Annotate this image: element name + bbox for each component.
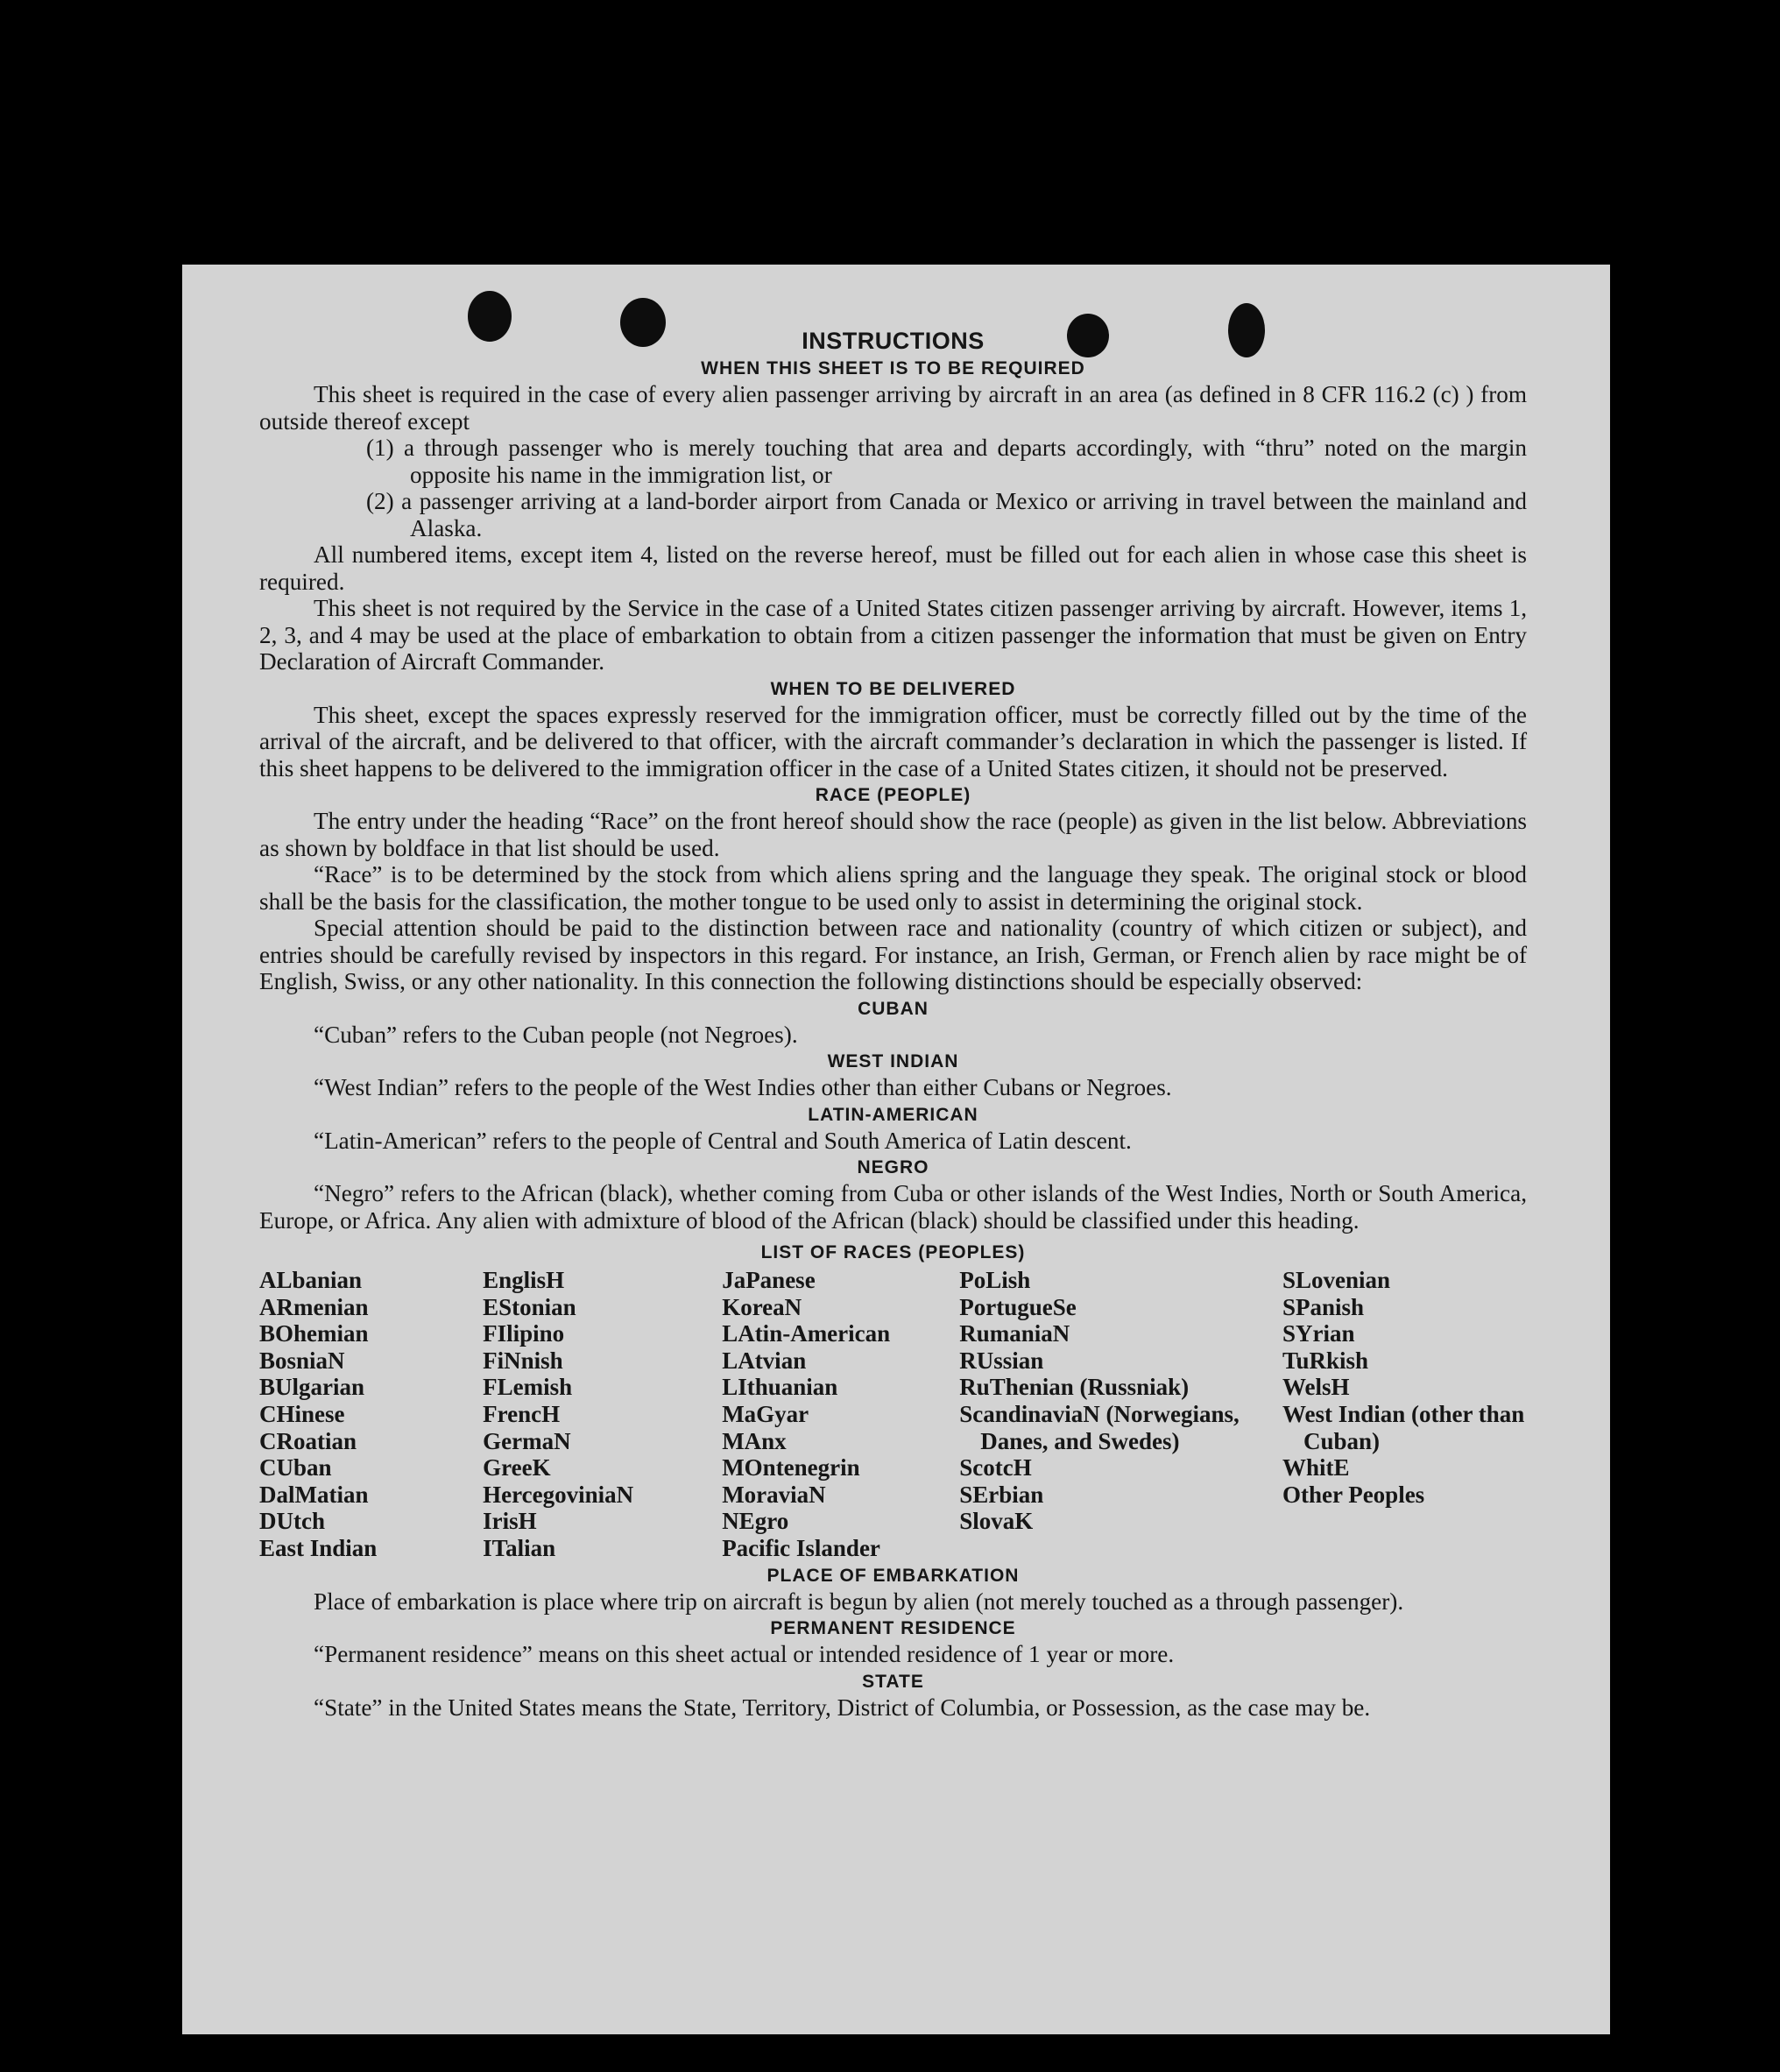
race-item: FrencH xyxy=(483,1400,561,1427)
race-item: WelsH xyxy=(1282,1374,1350,1401)
race-item: EStonian xyxy=(483,1293,576,1320)
heading-race: RACE (PEOPLE) xyxy=(815,785,971,805)
paragraph: “Permanent residence” means on this sheet actual or intended residence of 1 year or more. xyxy=(314,1641,1175,1668)
race-item: East Indian xyxy=(259,1534,378,1561)
race-column-4 xyxy=(959,1267,1282,1562)
race-item: SPanish xyxy=(1282,1293,1365,1320)
paragraph: All numbered items, except item 4, listed on the reverse hereof, must be filled out for each alien in whose case this sheet is required. xyxy=(259,541,1527,595)
race-item: MaGyar xyxy=(722,1400,809,1427)
race-item: CRoatian xyxy=(259,1427,357,1454)
race-item: ALbanian xyxy=(259,1267,363,1293)
race-item: MAnx xyxy=(722,1427,787,1454)
race-item: FLemish xyxy=(483,1374,573,1401)
punch-hole-icon xyxy=(1228,303,1265,357)
document-page xyxy=(182,265,1610,2034)
race-item: GreeK xyxy=(483,1454,551,1482)
paragraph: “Negro” refers to the African (black), whether coming from Cuba or other islands of the West Indies, North or South America, Europe, or Africa. Any alien with admixture of blood of the African (black) should be classified under this heading. xyxy=(259,1180,1527,1234)
race-item: LIthuanian xyxy=(722,1374,838,1401)
race-item: ARmenian xyxy=(259,1293,369,1320)
race-item: FIlipino xyxy=(483,1320,565,1347)
paragraph: This sheet, except the spaces expressly reserved for the immigration officer, must be correctly filled out by the time of the arrival of the aircraft, and be delivered to that officer, with the aircraft commander’s declaration in which the passenger is listed. If this sheet happens to be delivered to the immigration officer in the case of a United States citizen, it should not be preserved. xyxy=(259,701,1527,781)
heading-west-indian: WEST INDIAN xyxy=(827,1051,959,1071)
race-column-2 xyxy=(483,1267,722,1562)
race-item: ScotcH xyxy=(959,1454,1032,1482)
punch-hole-icon xyxy=(620,298,666,347)
race-item: DUtch xyxy=(259,1508,325,1535)
race-item: GermaN xyxy=(483,1427,571,1454)
race-item: IrisH xyxy=(483,1508,537,1535)
list-item: (1) a through passenger who is merely touching that area and departs accordingly, with “thru” noted on the margin opposite his name in the immigration list, or xyxy=(366,435,1527,488)
paragraph: This sheet is required in the case of every alien passenger arriving by aircraft in an area (as defined in 8 CFR 116.2 (c) ) from outside thereof except xyxy=(259,381,1527,435)
race-column-3 xyxy=(722,1267,959,1562)
race-item: RumaniaN xyxy=(959,1320,1070,1347)
page-title: INSTRUCTIONS xyxy=(802,328,985,354)
race-item: LAtvian xyxy=(722,1347,807,1374)
race-list xyxy=(259,1267,1527,1562)
race-item: PortugueSe xyxy=(959,1293,1077,1320)
paragraph: “Race” is to be determined by the stock from which aliens spring and the language they speak. The original stock or blood shall be the basis for the classification, the mother tongue to be used only to assist in determining the original stock. xyxy=(259,861,1527,915)
race-item: DalMatian xyxy=(259,1481,369,1508)
paragraph: “Cuban” refers to the Cuban people (not Negroes). xyxy=(314,1021,798,1048)
race-item: SLovenian xyxy=(1282,1267,1391,1293)
heading-when-required: WHEN THIS SHEET IS TO BE REQUIRED xyxy=(701,358,1085,378)
paragraph: Place of embarkation is place where trip on aircraft is begun by alien (not merely touched as a through passenger). xyxy=(314,1588,1404,1615)
race-item: West Indian (other than Cuban) xyxy=(1282,1400,1525,1454)
race-item: HercegoviniaN xyxy=(483,1481,634,1508)
race-item: LAtin-American xyxy=(722,1320,891,1347)
heading-permanent-residence: PERMANENT RESIDENCE xyxy=(770,1618,1016,1639)
race-item: EnglisH xyxy=(483,1267,565,1293)
race-item: SErbian xyxy=(959,1481,1044,1508)
race-item: BUlgarian xyxy=(259,1374,365,1401)
race-item: RUssian xyxy=(959,1347,1044,1374)
heading-place-of-embarkation: PLACE OF EMBARKATION xyxy=(766,1565,1020,1586)
race-item: ScandinaviaN (Norwegians, Danes, and Swedes) xyxy=(959,1400,1240,1454)
paragraph: “State” in the United States means the State, Territory, District of Columbia, or Possession, as the case may be. xyxy=(314,1694,1371,1721)
race-item: MOntenegrin xyxy=(722,1454,860,1482)
paragraph: The entry under the heading “Race” on the front hereof should show the race (people) as given in the list below. Abbreviations as shown by boldface in that list should be used. xyxy=(259,808,1527,861)
race-item: MoraviaN xyxy=(722,1481,826,1508)
paragraph: This sheet is not required by the Service in the case of a United States citizen passenger arriving by aircraft. However, items 1, 2, 3, and 4 may be used at the place of embarkation to obtain from a citizen passenger the information that must be given on Entry Declaration of Aircraft Commander. xyxy=(259,595,1527,675)
race-item: PoLish xyxy=(959,1267,1031,1293)
race-item: CHinese xyxy=(259,1400,345,1427)
heading-state: STATE xyxy=(862,1671,924,1692)
race-item: Other Peoples xyxy=(1282,1481,1425,1508)
race-item: NEgro xyxy=(722,1508,789,1535)
paragraph: “Latin-American” refers to the people of Central and South America of Latin descent. xyxy=(314,1127,1132,1154)
heading-latin-american: LATIN-AMERICAN xyxy=(808,1104,978,1125)
race-item: JaPanese xyxy=(722,1267,816,1293)
heading-list-of-races: LIST OF RACES (PEOPLES) xyxy=(760,1242,1026,1262)
race-item: CUban xyxy=(259,1454,332,1482)
race-item: SYrian xyxy=(1282,1320,1355,1347)
heading-cuban: CUBAN xyxy=(858,998,929,1019)
race-column-5 xyxy=(1282,1267,1527,1562)
race-item: SlovaK xyxy=(959,1508,1034,1535)
race-item: Pacific Islander xyxy=(722,1534,880,1561)
race-item: FiNnish xyxy=(483,1347,563,1374)
paragraph: “West Indian” refers to the people of the West Indies other than either Cubans or Negroes. xyxy=(314,1074,1172,1100)
race-item: ITalian xyxy=(483,1534,556,1561)
race-item: TuRkish xyxy=(1282,1347,1369,1374)
punch-hole-icon xyxy=(1067,314,1109,357)
paragraph: Special attention should be paid to the distinction between race and nationality (country of which citizen or subject), and entries should be carefully revised by inspectors in this regard. For instance, an Irish, German, or French alien by race might be of English, Swiss, or any other nationality. In this connection the following distinctions should be especially observed: xyxy=(259,915,1527,994)
race-column-1 xyxy=(259,1267,483,1562)
race-item: WhitE xyxy=(1282,1454,1350,1482)
race-item: RuThenian (Russniak) xyxy=(959,1374,1190,1401)
race-item: BosniaN xyxy=(259,1347,345,1374)
list-item: (2) a passenger arriving at a land-border airport from Canada or Mexico or arriving in travel between the mainland and Alaska. xyxy=(366,488,1527,541)
race-item: KoreaN xyxy=(722,1293,802,1320)
race-item: BOhemian xyxy=(259,1320,369,1347)
punch-hole-icon xyxy=(468,291,512,342)
heading-when-delivered: WHEN TO BE DELIVERED xyxy=(770,678,1016,699)
heading-negro: NEGRO xyxy=(857,1157,929,1177)
